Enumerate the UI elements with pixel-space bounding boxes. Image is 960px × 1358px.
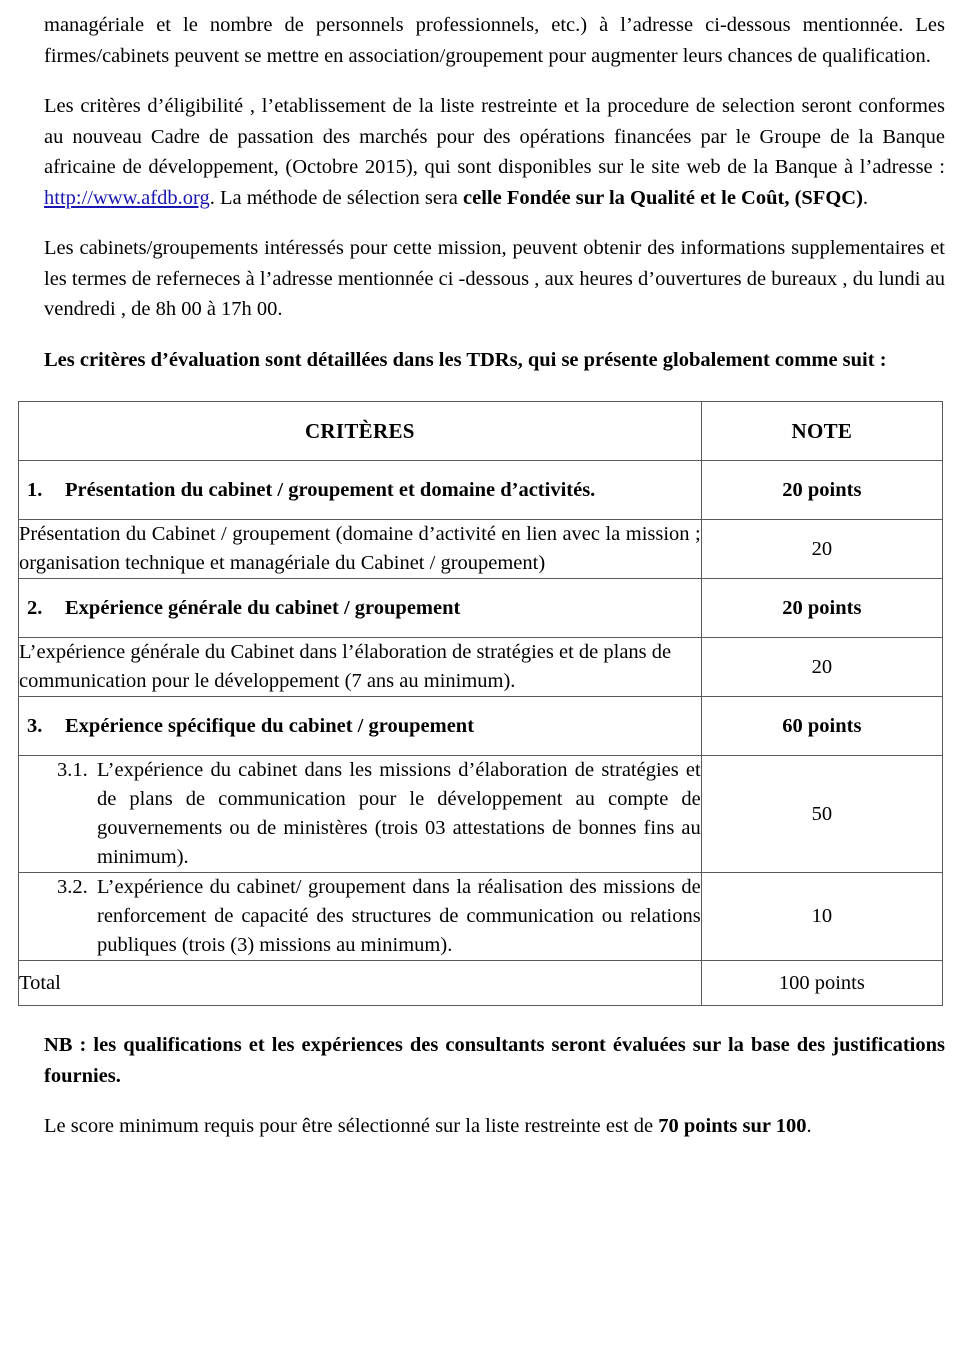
note-section-2: 20 points (701, 579, 942, 638)
table-row (19, 579, 943, 638)
table-row-total (19, 961, 943, 1006)
criteria-subitem-3-2-number: 3.2. (57, 876, 88, 898)
spacer (44, 1006, 945, 1030)
criteria-section-2-cell (19, 579, 702, 638)
table-row (19, 520, 943, 579)
column-header-note: NOTE (701, 402, 942, 461)
criteria-section-1-title-wrap (19, 479, 701, 502)
table-row (19, 638, 943, 697)
note-description-1: 20 (701, 520, 942, 579)
table-header-row (19, 402, 943, 461)
paragraph-evaluation-criteria-intro: Les critères d’évaluation sont détaillées dans les TDRs, qui se présente globalement comme suit : (44, 348, 887, 371)
total-label: Total (19, 961, 702, 1006)
table-body (19, 461, 943, 1006)
spacer (44, 71, 945, 91)
note-section-3: 60 points (701, 697, 942, 756)
paragraph-eligibility (44, 91, 945, 213)
paragraph-information: Les cabinets/groupements intéressés pour cette mission, peuvent obtenir des informations supplementaires et les termes de referneces à l’adresse mentionnée ci -dessous , aux heures d’ouvertures de bureaux , du lundi au vendredi , de 8h 00 à 17h 00. (44, 237, 945, 320)
spacer (44, 325, 945, 345)
paragraph-eligibility-text-before-link: Les critères d’éligibilité , l’etablissement de la liste restreinte et la procedure de selection seront conformes au nouveau Cadre de passation des marchés pour des opérations financées par le Groupe de la Banque africaine de développement, (Octobre 2015), qui sont disponibles sur le site web de la Banque à l’adresse : (44, 95, 945, 178)
spacer (44, 213, 945, 233)
criteria-section-3-cell (19, 697, 702, 756)
criteria-section-3-number: 3. (27, 714, 43, 737)
criteria-subitem-3-1-text: L’expérience du cabinet dans les missions d’élaboration de stratégies et de plans de communication pour le développement au compte de gouvernements ou de ministères (trois 03 attestations de bonnes fins au minimum). (97, 759, 701, 868)
criteria-subitem-3-1-wrap (19, 756, 701, 872)
criteria-description-1: Présentation du Cabinet / groupement (domaine d’activité en lien avec la mission ; organisation technique et managériale du Cabinet / groupement) (19, 520, 702, 579)
evaluation-criteria-table (18, 401, 943, 1006)
criteria-section-2-label: Expérience générale du cabinet / groupement (65, 596, 461, 619)
note-section-1: 20 points (701, 461, 942, 520)
spacer (44, 1091, 945, 1111)
minimum-score-text: Le score minimum requis pour être sélectionné sur la liste restreinte est de (44, 1115, 659, 1137)
table-row (19, 873, 943, 961)
afdb-website-link[interactable]: http://www.afdb.org (44, 186, 210, 209)
criteria-description-2: L’expérience générale du Cabinet dans l’élaboration de stratégies et de plans de communication pour le développement (7 ans au minimum). (19, 638, 702, 697)
spacer (44, 375, 945, 401)
paragraph-minimum-score (44, 1111, 945, 1142)
criteria-section-1-cell (19, 461, 702, 520)
column-header-criteria: CRITÈRES (19, 402, 702, 461)
total-note: 100 points (701, 961, 942, 1006)
note-subitem-3-2: 10 (701, 873, 942, 961)
table-header (19, 402, 943, 461)
criteria-subitem-3-1-cell (19, 756, 702, 873)
selection-method-emphasis: celle Fondée sur la Qualité et le Coût, (SFQC) (463, 186, 863, 209)
minimum-score-value: 70 points sur 100 (658, 1115, 807, 1137)
criteria-subitem-3-2-wrap (19, 873, 701, 960)
criteria-subitem-3-2-cell (19, 873, 702, 961)
table-row (19, 461, 943, 520)
criteria-section-3-title-wrap (19, 715, 701, 738)
criteria-section-3-label: Expérience spécifique du cabinet / groupement (65, 714, 475, 737)
criteria-section-1-label: Présentation du cabinet / groupement et domaine d’activités. (65, 478, 596, 501)
paragraph-intro: managériale et le nombre de personnels professionnels, etc.) à l’adresse ci-dessous mentionnée. Les firmes/cabinets peuvent se mettre en association/groupement pour augmenter leurs chances de qualification. (44, 14, 945, 67)
note-subitem-3-1: 50 (701, 756, 942, 873)
criteria-subitem-3-2-text: L’expérience du cabinet/ groupement dans la réalisation des missions de renforcement de capacité des structures de communication ou relations publiques (trois (3) missions au minimum). (97, 876, 701, 956)
minimum-score-period: . (806, 1115, 812, 1137)
criteria-section-1-number: 1. (27, 478, 43, 501)
note-description-2: 20 (701, 638, 942, 697)
criteria-subitem-3-1-number: 3.1. (57, 759, 88, 781)
paragraph-eligibility-text-after-link: . La méthode de sélection sera (209, 186, 464, 209)
table-row (19, 756, 943, 873)
table-row (19, 697, 943, 756)
paragraph-eligibility-period: . (862, 186, 869, 209)
criteria-section-2-number: 2. (27, 596, 43, 619)
paragraph-nb: NB : les qualifications et les expériences des consultants seront évaluées sur la base des justifications fournies. (44, 1034, 945, 1087)
criteria-section-2-title-wrap (19, 597, 701, 620)
